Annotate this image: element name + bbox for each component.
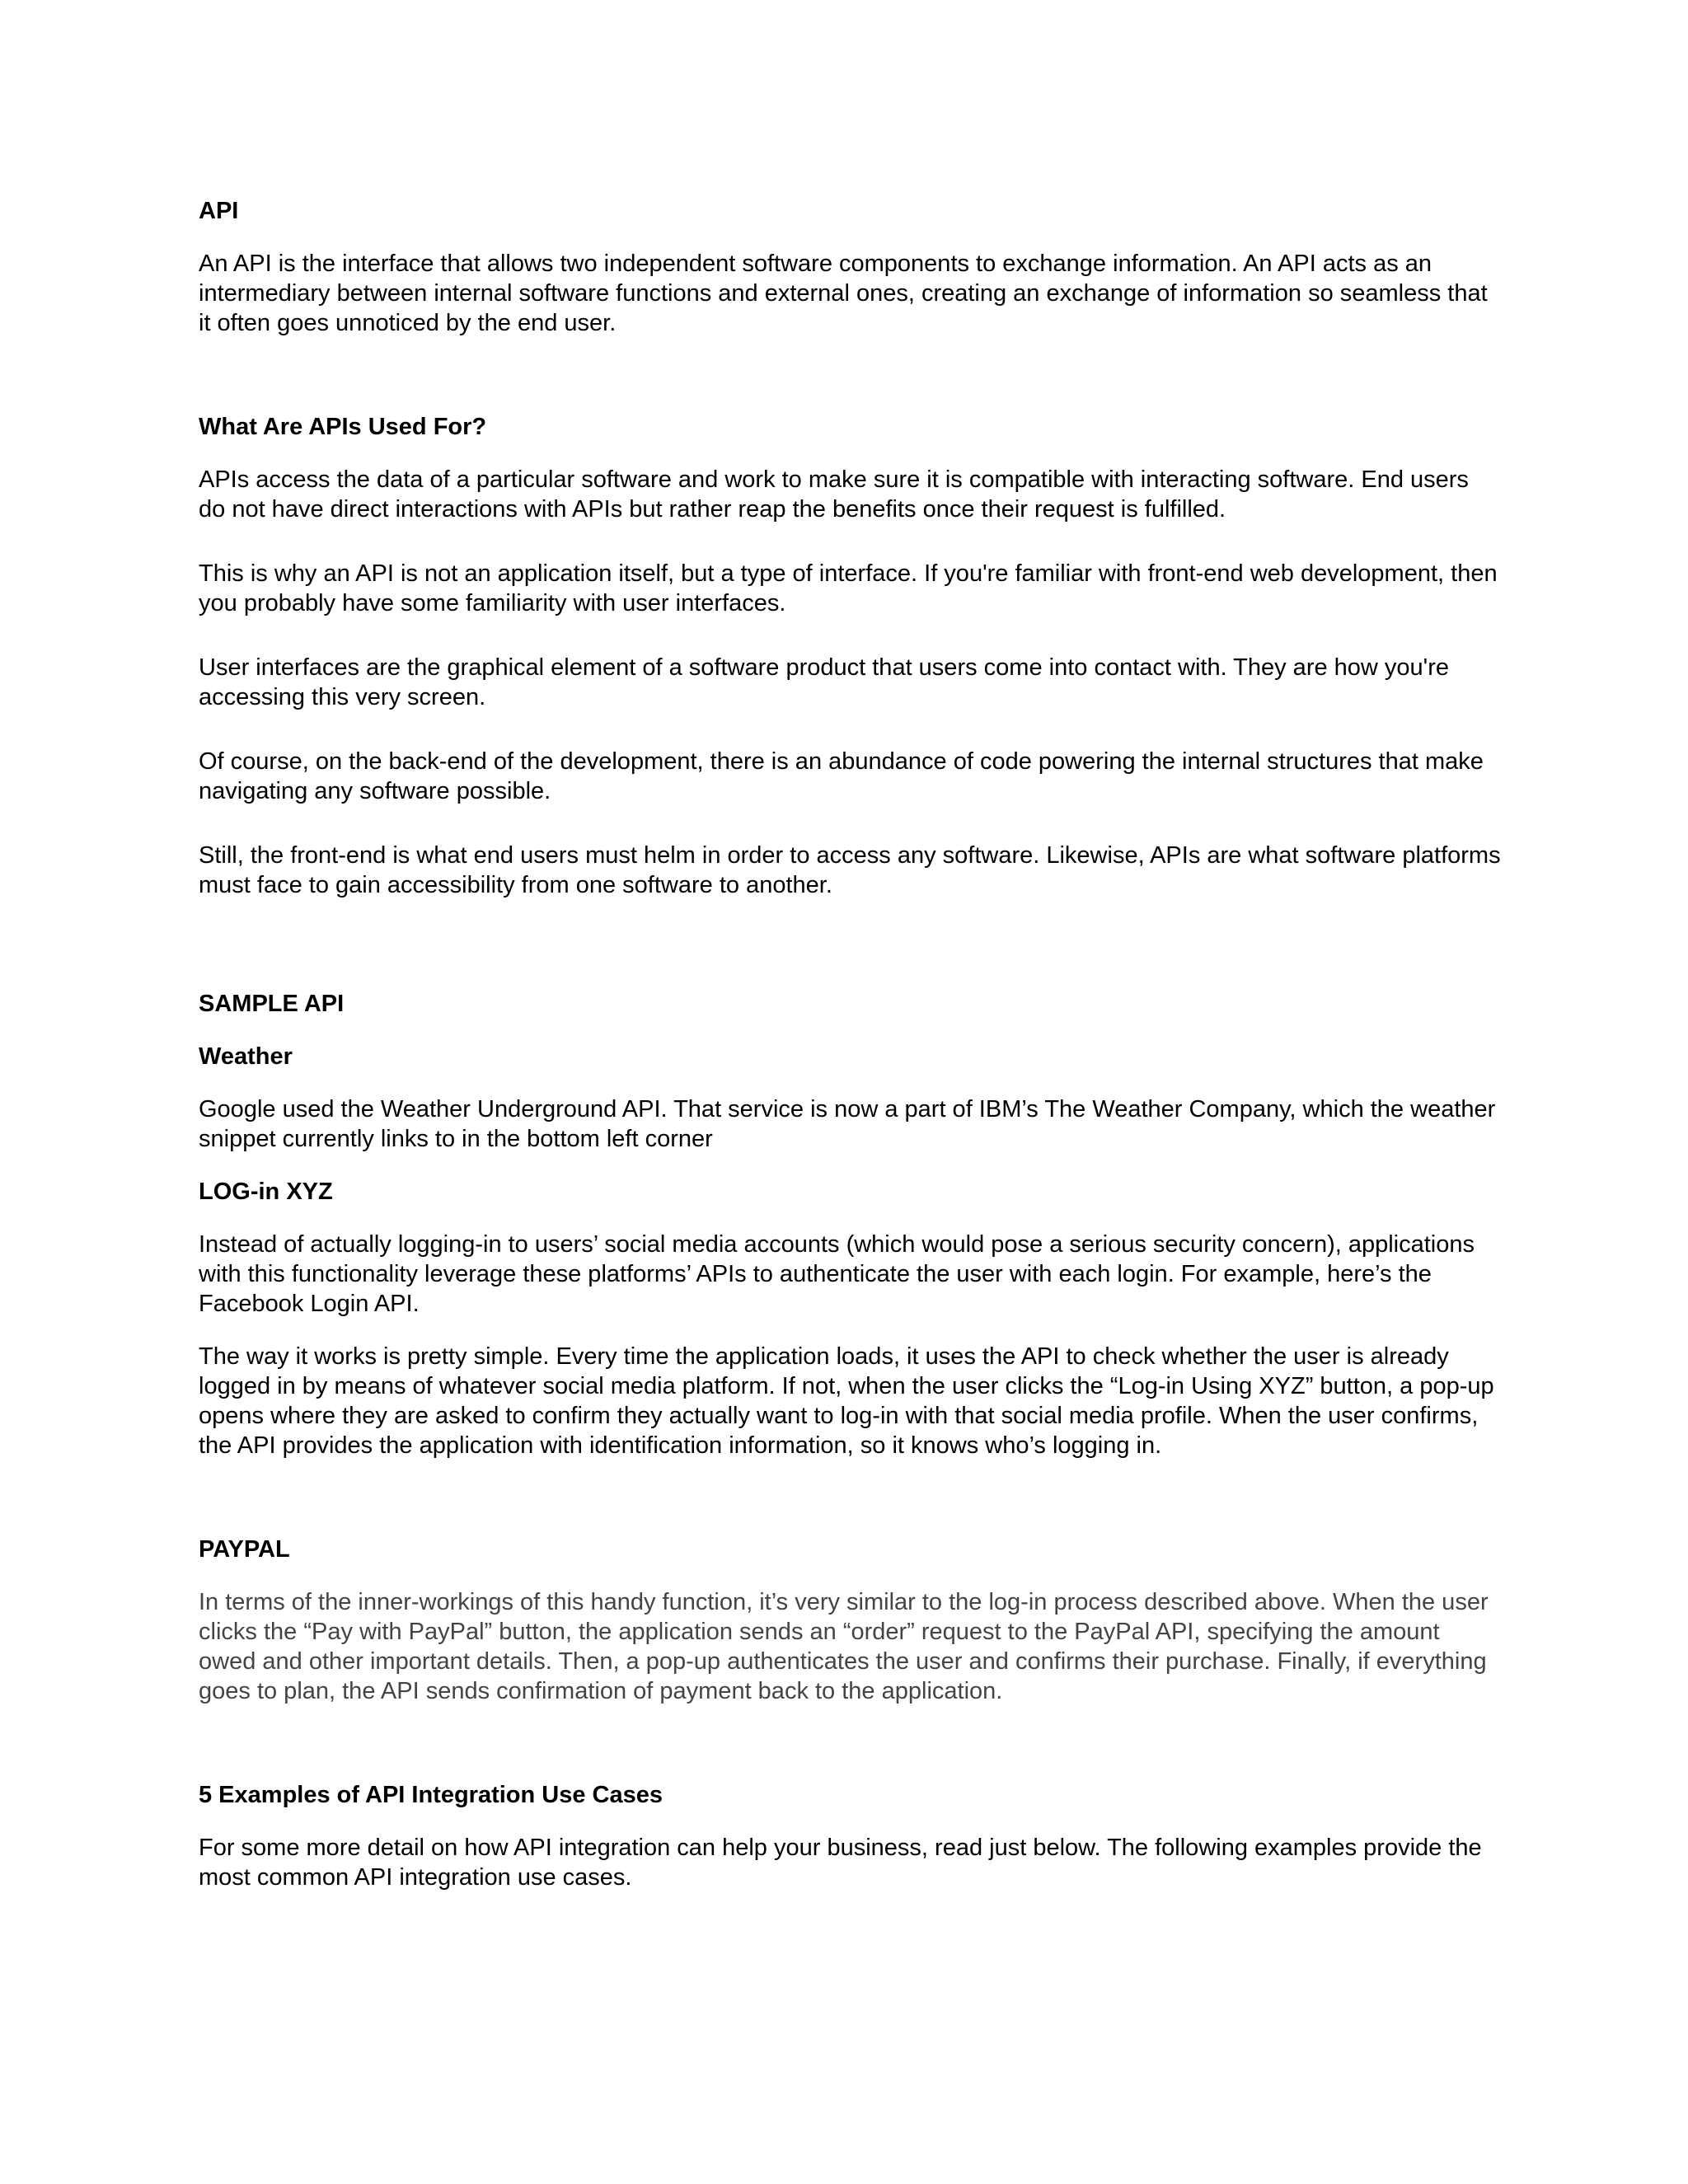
weather-paragraph: Google used the Weather Underground API. That service is now a part of IBM’s The Weather Company, which the weather snippet currently links to in the bottom left corner bbox=[199, 1096, 1496, 1152]
section-heading-examples: 5 Examples of API Integration Use Cases bbox=[199, 1782, 663, 1808]
section-heading-used-for: What Are APIs Used For? bbox=[199, 414, 487, 440]
examples-paragraph: For some more detail on how API integration can help your business, read just below. The following examples provide the most common API integration use cases. bbox=[199, 1835, 1482, 1891]
section-heading-sample-api: SAMPLE API bbox=[199, 991, 345, 1017]
used-for-paragraph: Still, the front-end is what end users must helm in order to access any software. Likewise, APIs are what software platforms must face to gain accessibility from one software to another. bbox=[199, 842, 1501, 898]
subheading-weather: Weather bbox=[199, 1043, 293, 1070]
api-intro-paragraph: An API is the interface that allows two independent software components to exchange information. An API acts as an intermediary between internal software functions and external ones, creating an exchange of information so seamless that it often goes unnoticed by the end user. bbox=[199, 251, 1488, 336]
used-for-paragraph: Of course, on the back-end of the development, there is an abundance of code powering the internal structures that make navigating any software possible. bbox=[199, 748, 1484, 804]
login-paragraph: Instead of actually logging-in to users’ social media accounts (which would pose a serious security concern), applications with this functionality leverage these platforms’ APIs to authenticate the user with each login. For example, here’s the Facebook Login API. bbox=[199, 1231, 1475, 1317]
used-for-paragraph: This is why an API is not an application itself, but a type of interface. If you're familiar with front-end web development, then you probably have some familiarity with user interfaces. bbox=[199, 560, 1498, 616]
paypal-paragraph: In terms of the inner-workings of this handy function, it’s very similar to the log-in process described above. When the user clicks the “Pay with PayPal” button, the application sends an “order” request to the PayPal API, specifying the amount owed and other important details. Then, a pop-up authenticates the user and confirms their purchase. Finally, if everything goes to plan, the API sends confirmation of payment back to the application. bbox=[199, 1589, 1489, 1704]
section-heading-paypal: PAYPAL bbox=[199, 1536, 290, 1563]
subheading-login: LOG-in XYZ bbox=[199, 1179, 333, 1205]
login-paragraph: The way it works is pretty simple. Every time the application loads, it uses the API to check whether the user is already logged in by means of whatever social media platform. If not, when the user clicks the “Log-in Using XYZ” button, a pop-up opens where they are asked to confirm they actually want to log-in with that social media profile. When the user confirms, the API provides the application with identification information, so it knows who’s logging in. bbox=[199, 1343, 1494, 1459]
section-heading-api: API bbox=[199, 198, 239, 224]
used-for-paragraph: User interfaces are the graphical element of a software product that users come into contact with. They are how you're accessing this very screen. bbox=[199, 654, 1449, 710]
used-for-paragraph: APIs access the data of a particular software and work to make sure it is compatible with interacting software. End users do not have direct interactions with APIs but rather reap the benefits once their request is fulfilled. bbox=[199, 466, 1469, 523]
document-body bbox=[199, 196, 1501, 1892]
